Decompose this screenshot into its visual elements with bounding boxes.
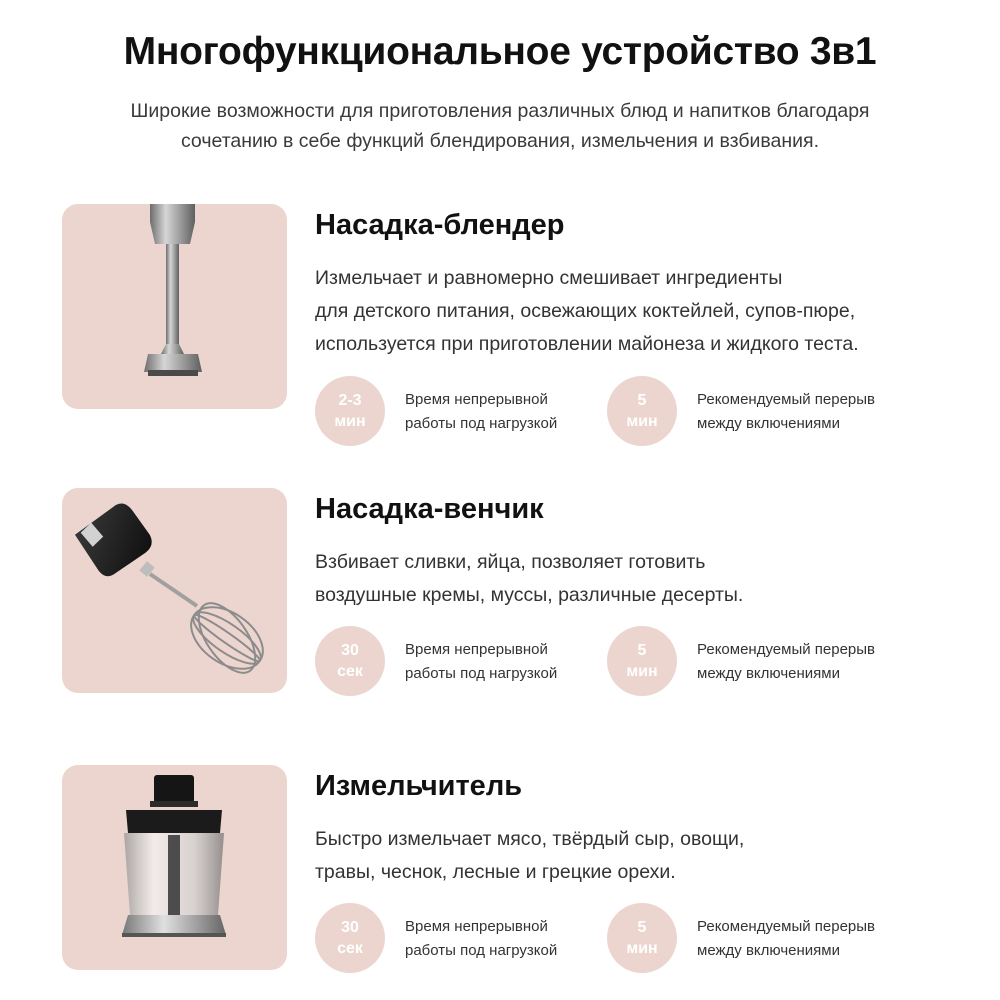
stat-label-line: Рекомендуемый перерыв [697, 918, 876, 935]
stat-label-line: Рекомендуемый перерыв [697, 641, 876, 658]
description-line: используется при приготовлении майонеза и жидкого теста. [315, 333, 859, 355]
stat-label-line: между включениями [697, 942, 840, 959]
section-description [315, 262, 975, 361]
section-title: Измельчитель [315, 770, 523, 802]
stat-value: 5 [637, 919, 647, 936]
stat-label [405, 915, 605, 963]
stat-label-line: Рекомендуемый перерыв [697, 391, 876, 408]
stat-label-line: работы под нагрузкой [405, 942, 558, 959]
stat-label [697, 915, 917, 963]
stat-value: 2-3 [338, 392, 362, 409]
stat-label [697, 388, 917, 436]
stat-label [405, 388, 605, 436]
stat-circle [607, 903, 677, 973]
stat-label [697, 638, 917, 686]
stat-circle [607, 376, 677, 446]
stat-value: 30 [341, 919, 359, 936]
whisk-attachment-icon [62, 488, 287, 693]
section-title: Насадка-венчик [315, 493, 544, 525]
description-line: Взбивает сливки, яйца, позволяет готовить [315, 551, 706, 573]
stat-label [405, 638, 605, 686]
stat-circle [315, 376, 385, 446]
chopper-image [62, 765, 287, 970]
blender-image [62, 204, 287, 409]
stat-value: 30 [341, 642, 359, 659]
stat-value: 5 [637, 642, 647, 659]
stat-unit: мин [626, 413, 658, 430]
stat-label-line: Время непрерывной [405, 641, 548, 658]
stat-circle [315, 626, 385, 696]
blender-attachment-icon [62, 204, 287, 409]
description-line: Быстро измельчает мясо, твёрдый сыр, овощи, [315, 828, 745, 850]
description-line: для детского питания, освежающих коктейлей, супов-пюре, [315, 300, 856, 322]
subtitle-line: Широкие возможности для приготовления различных блюд и напитков благодаря [130, 100, 870, 122]
description-line: Измельчает и равномерно смешивает ингредиенты [315, 267, 783, 289]
stat-label-line: работы под нагрузкой [405, 665, 558, 682]
section-description [315, 546, 975, 612]
stat-label-line: Время непрерывной [405, 391, 548, 408]
stat-unit: мин [334, 413, 366, 430]
section-description [315, 823, 975, 889]
stat-value: 5 [637, 392, 647, 409]
stat-circle [607, 626, 677, 696]
page-subtitle [50, 96, 950, 156]
description-line: воздушные кремы, муссы, различные десерты. [315, 584, 744, 606]
whisk-image [62, 488, 287, 693]
stat-label-line: работы под нагрузкой [405, 415, 558, 432]
stat-label-line: между включениями [697, 415, 840, 432]
section-blender [0, 204, 1000, 432]
section-chopper [0, 765, 1000, 985]
chopper-bowl-icon [62, 765, 287, 970]
stat-unit: сек [337, 940, 363, 957]
section-title: Насадка-блендер [315, 209, 565, 241]
stat-unit: мин [626, 940, 658, 957]
section-whisk [0, 488, 1000, 708]
stat-circle [315, 903, 385, 973]
page-title: Многофункциональное устройство 3в1 [123, 30, 877, 73]
description-line: травы, чеснок, лесные и грецкие орехи. [315, 861, 676, 883]
stat-label-line: между включениями [697, 665, 840, 682]
stat-label-line: Время непрерывной [405, 918, 548, 935]
stat-unit: сек [337, 663, 363, 680]
stat-unit: мин [626, 663, 658, 680]
subtitle-line: сочетанию в себе функций блендирования, измельчения и взбивания. [180, 130, 820, 152]
